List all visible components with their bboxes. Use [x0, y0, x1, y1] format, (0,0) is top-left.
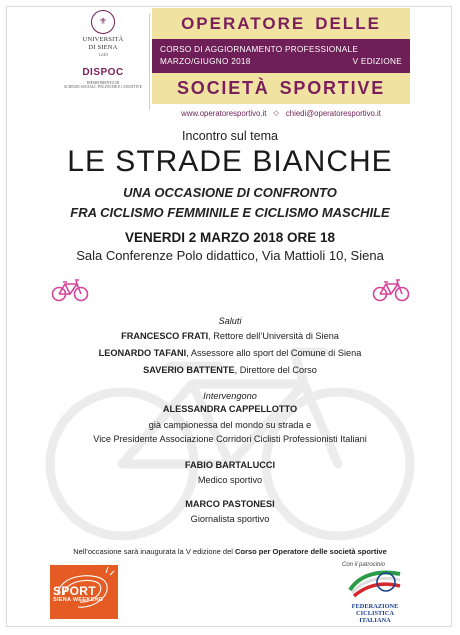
greeting-name: SAVERIO BATTENTE [143, 365, 235, 375]
event-subtitle-2: FRA CICLISMO FEMMINILE E CICLISMO MASCHILE [70, 205, 390, 220]
speaker-role: Medico sportivo [197, 475, 263, 485]
greeting-row [0, 348, 460, 358]
email-link[interactable]: chiedi@operatoresportivo.it [285, 108, 381, 118]
greeting-role: , Assessore allo sport del Comune di Siena [186, 348, 362, 358]
event-title: LE STRADE BIANCHE [67, 145, 393, 178]
speaker-name: ALESSANDRA CAPPELLOTTO [162, 404, 298, 414]
federation-name-line1: FEDERAZIONE CICLISTICA [351, 603, 399, 617]
event-subtitle-1: UNA OCCASIONE DI CONFRONTO [123, 185, 337, 200]
course-description: CORSO DI AGGIORNAMENTO PROFESSIONALE [160, 45, 359, 54]
greeting-role: , Rettore dell’Università di Siena [208, 331, 339, 341]
federation-name-line2: ITALIANA [359, 617, 391, 624]
department-name-line1: DIPARTIMENTO DI [86, 80, 120, 85]
university-name-line1: UNIVERSITÀ [82, 36, 124, 43]
patronage-label: Con il patrocinio [342, 562, 386, 568]
university-name-line2: DI SIENA [88, 43, 118, 51]
event-intro: Incontro sul tema [182, 129, 278, 143]
footer-note [0, 547, 460, 556]
event-date: VENERDI 2 MARZO 2018 ORE 18 [124, 230, 336, 245]
greeting-row [0, 331, 460, 341]
university-name [58, 36, 148, 59]
website-link[interactable]: www.operatoresportivo.it [181, 108, 267, 118]
department-name-line2: SCIENZE SOCIALI, POLITICHE E COGNITIVE [64, 85, 142, 90]
course-dates: MARZO/GIUGNO 2018 [160, 57, 251, 66]
footer-note-course: Corso per Operatore delle società sportive [235, 547, 387, 556]
sport-logo-word: SPORT [53, 584, 96, 598]
speaker-role: Vice Presidente Associazione Corridori Ciclisti Professionisti Italiani [93, 434, 367, 444]
header-divider [149, 14, 150, 110]
university-seal-icon: ⚜ [91, 10, 115, 34]
banner-word-operatore: OPERATORE [181, 13, 306, 33]
banner-word-societa: SOCIETÀ [176, 78, 270, 98]
greetings-label: Saluti [218, 316, 242, 326]
course-banner [152, 8, 410, 120]
event-venue: Sala Conferenze Polo didattico, Via Mattioli 10, Siena [76, 248, 384, 263]
banner-middle [152, 39, 410, 73]
university-year: 1240 [98, 52, 108, 57]
speaker-role: già campionessa del mondo su strada e [148, 420, 312, 430]
banner-top [152, 8, 410, 39]
speaker-role: Giornalista sportivo [190, 514, 270, 524]
federation-name [334, 603, 416, 624]
department-acronym: DISPOC [82, 66, 124, 78]
diamond-separator-icon: ◇ [273, 110, 279, 117]
speaker-name: FABIO BARTALUCCI [184, 460, 276, 470]
pink-bicycle-icon [371, 278, 411, 302]
greeting-role: , Direttore del Corso [234, 365, 317, 375]
department-name [58, 81, 148, 90]
pink-bicycle-icon [50, 278, 90, 302]
course-edition: V EDIZIONE [352, 57, 402, 66]
sport-logo-sub: SIENA WEEKEND [53, 597, 104, 603]
banner-word-sportive: SPORTIVE [279, 78, 386, 98]
banner-links [152, 106, 410, 120]
speakers-label: Intervengono [203, 391, 257, 401]
greeting-name: FRANCESCO FRATI [121, 331, 209, 341]
greeting-name: LEONARDO TAFANI [98, 348, 187, 358]
patronage-block [334, 562, 416, 624]
federazione-ciclistica-logo-icon [346, 568, 404, 598]
greeting-row [0, 365, 460, 375]
speaker-name: MARCO PASTONESI [185, 499, 275, 509]
banner-bottom [152, 73, 410, 104]
university-logo-block [58, 10, 148, 90]
footer-note-text: Nell’occasione sarà inaugurata la V edizione del [73, 547, 236, 556]
banner-word-delle: DELLE [315, 13, 381, 33]
sport-siena-weekend-logo [50, 565, 118, 619]
